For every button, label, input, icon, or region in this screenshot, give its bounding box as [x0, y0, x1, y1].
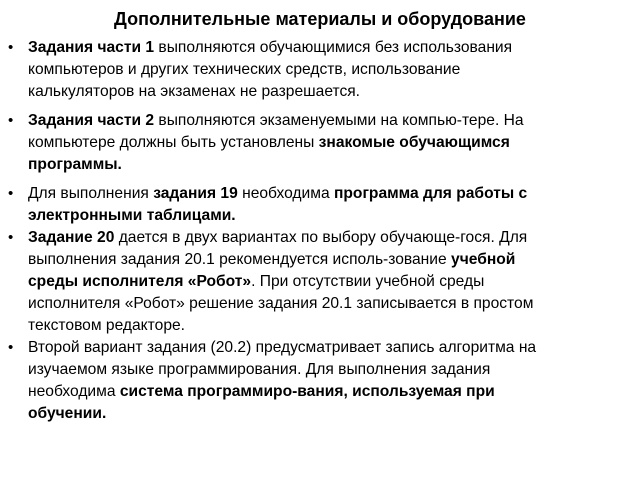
- bullet-marker: •: [8, 112, 14, 129]
- body-text: дается в двух вариантах по выбору обучающе-гося. Для: [114, 229, 528, 246]
- body-text: изучаемом языке программирования. Для выполнения задания: [28, 361, 491, 378]
- body-text: необходима: [237, 185, 334, 202]
- body-text: необходима: [28, 383, 120, 400]
- body-text: Второй вариант задания (20.2) предусматривает запись алгоритма на: [28, 339, 537, 356]
- text-line: [28, 183, 640, 205]
- body-text: исполнителя «Робот» решение задания 20.1 записывается в простом: [28, 295, 534, 312]
- bullet-marker: •: [8, 339, 14, 356]
- bullet-item: [0, 110, 640, 176]
- slide-title: Дополнительные материалы и оборудование: [114, 9, 526, 29]
- bullet-item: [0, 227, 640, 337]
- bold-text: Задание 20: [28, 229, 115, 246]
- text-line: [28, 315, 640, 337]
- body-text: Для выполнения: [28, 185, 154, 202]
- bullet-item: [0, 337, 640, 425]
- text-line: [28, 337, 640, 359]
- text-line: [28, 37, 640, 59]
- body-text: текстовом редакторе.: [28, 317, 185, 334]
- bullet-item: [0, 37, 640, 103]
- bullet-marker: •: [8, 185, 14, 202]
- bullet-marker: •: [8, 39, 14, 56]
- bullet-list: [0, 37, 640, 425]
- body-text: выполняются обучающимися без использования: [154, 39, 513, 56]
- text-line: [28, 293, 640, 315]
- body-text: выполнения задания 20.1 рекомендуется исполь-зование: [28, 251, 452, 268]
- text-line: [28, 110, 640, 132]
- text-line: [28, 59, 640, 81]
- text-line: [28, 227, 640, 249]
- text-line: [28, 403, 640, 425]
- text-line: [28, 271, 640, 293]
- text-line: [28, 359, 640, 381]
- bold-text: среды исполнителя «Робот»: [28, 273, 252, 290]
- body-text: калькуляторов на экзаменах не разрешается.: [28, 83, 361, 100]
- body-text: компьютеров и других технических средств, использование: [28, 61, 461, 78]
- text-line: [28, 154, 640, 176]
- body-text: компьютере должны быть установлены: [28, 134, 319, 151]
- body-text: выполняются экзаменуемыми на компью-тере. На: [154, 112, 524, 129]
- bold-text: Задания части 1: [28, 39, 155, 56]
- bold-text: учебной: [451, 251, 516, 268]
- bold-text: Задания части 2: [28, 112, 155, 129]
- text-line: [28, 381, 640, 403]
- body-text: . При отсутствии учебной среды: [251, 273, 485, 290]
- text-line: [28, 81, 640, 103]
- bullet-marker: •: [8, 229, 14, 246]
- text-line: [28, 249, 640, 271]
- text-line: [28, 205, 640, 227]
- bold-text: система программиро-вания, используемая при: [119, 383, 495, 400]
- bullet-item: [0, 183, 640, 227]
- bold-text: программы.: [28, 156, 122, 173]
- bold-text: знакомые обучающимся: [318, 134, 510, 151]
- bold-text: задания 19: [153, 185, 238, 202]
- bold-text: программа для работы с: [333, 185, 528, 202]
- bold-text: электронными таблицами.: [28, 207, 236, 224]
- bold-text: обучении.: [28, 405, 107, 422]
- text-line: [28, 132, 640, 154]
